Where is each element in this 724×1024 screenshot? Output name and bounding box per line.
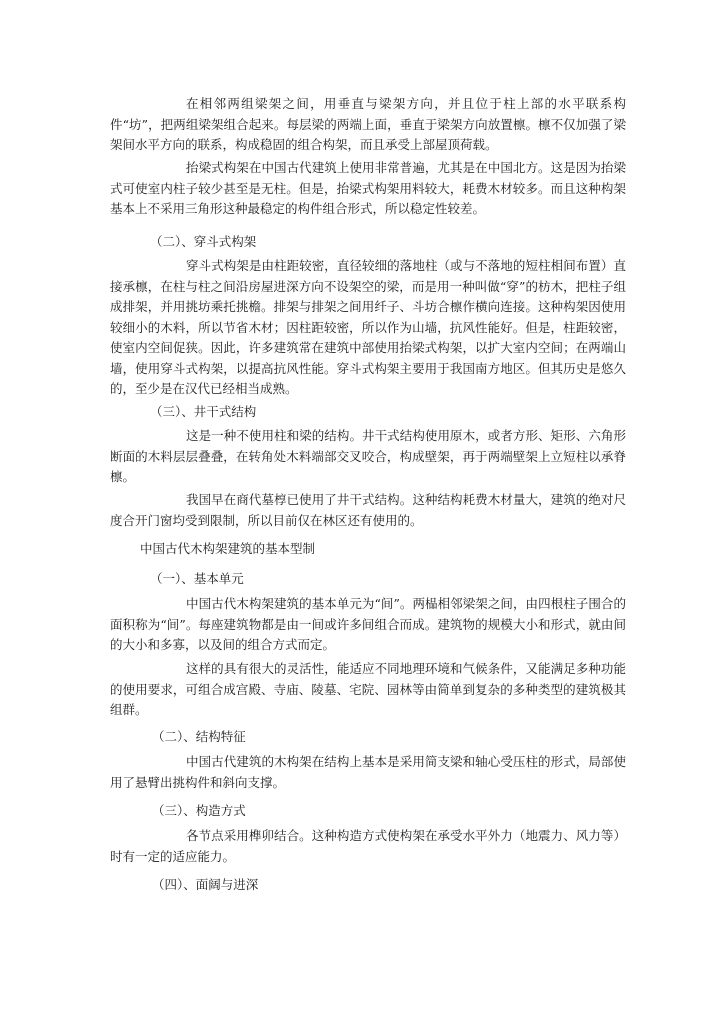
paragraph-tailiang-structure: 抬梁式构架在中国古代建筑上使用非常普遍，尤其是在中国北方。这是因为抬梁式可使室内柱子较少甚至是无柱。但是，抬梁式构架用料较大，耗费木材较多。而且这种构架基本上不采用三角形这种最稳定的构件组合形式，所以稳定性较差。 <box>110 160 626 216</box>
paragraph-structural-features: 中国古代建筑的木构架在结构上基本是采用简支梁和轴心受压柱的形式，局部使用了悬臂出挑构件和斜向支撑。 <box>110 754 626 790</box>
paragraph-jinggan-structure: 这是一种不使用柱和梁的结构。井干式结构使用原木，或者方形、矩形、六角形断面的木料层层叠叠，在转角处木料端部交叉咬合，构成壁架，再于两端壁架上立短柱以承脊檩。 <box>110 428 626 484</box>
paragraph-construction-method: 各节点采用榫卯结合。这种构造方式使构架在承受水平外力（地震力、风力等）时有一定的适应能力。 <box>110 828 626 864</box>
heading-width-depth: （四）、面阔与进深 <box>152 877 259 892</box>
paragraph-fang-connector: 在相邻两组梁架之间，用垂直与梁架方向，并且位于柱上部的水平联系构件“坊”，把两组梁架组合起来。每层梁的两端上面，垂直于梁架方向放置檩。檩不仅加强了梁架间水平方向的联系，构成稳固的组合构架，而且承受上部屋顶荷载。 <box>110 96 626 152</box>
heading-construction-method: （三）、构造方式 <box>152 803 246 818</box>
section-title-basic-forms: 中国古代木构架建筑的基本型制 <box>140 541 316 556</box>
heading-basic-unit: （一）、基本单元 <box>150 571 244 586</box>
paragraph-chuandou-frame: 穿斗式构架是由柱距较密，直径较细的落地柱（或与不落地的短柱相间布置）直接承檩，在柱与柱之间沿房屋进深方向不设架空的梁，而是用一种叫做“穿”的枋木，把柱子组成排架，并用挑坊乘托挑檐。排架与排架之间用纤子、斗坊合檩作横向连接。这种构架因使用较细小的木料，所以节省木材；因柱距较密，所以作为山墙，抗风性能好。但是，柱距较密，使室内空间促狭。因此，许多建筑常在建筑中部使用抬梁式构架，以扩大室内空间；在两端山墙，使用穿斗式构架，以提高抗风性能。穿斗式构架主要用于我国南方地区。但其历史是悠久的，至少是在汉代已经相当成熟。 <box>110 258 626 396</box>
paragraph-flexibility: 这样的具有很大的灵活性，能适应不同地理环境和气候条件，又能满足多种功能的使用要求，可组合成宫殿、寺庙、陵墓、宅院、园林等由简单到复杂的多种类型的建筑极其组群。 <box>110 661 626 717</box>
paragraph-jinggan-history: 我国早在商代墓椁已使用了井干式结构。这种结构耗费木材量大，建筑的绝对尺度合开门窗均受到限制，所以目前仅在林区还有使用的。 <box>110 492 626 528</box>
heading-chuandou-frame: （二）、穿斗式构架 <box>150 234 257 249</box>
heading-structural-features: （二）、结构特征 <box>152 729 246 744</box>
paragraph-basic-unit: 中国古代木构架建筑的基本单元为“间”。两榀相邻梁架之间，由四根柱子围合的面积称为“间”。每座建筑物都是由一间或许多间组合而成。建筑物的规模大小和形式，就由间的大小和多寡，以及间的组合方式而定。 <box>110 596 626 652</box>
heading-jinggan-structure: （三）、井干式结构 <box>150 404 257 419</box>
